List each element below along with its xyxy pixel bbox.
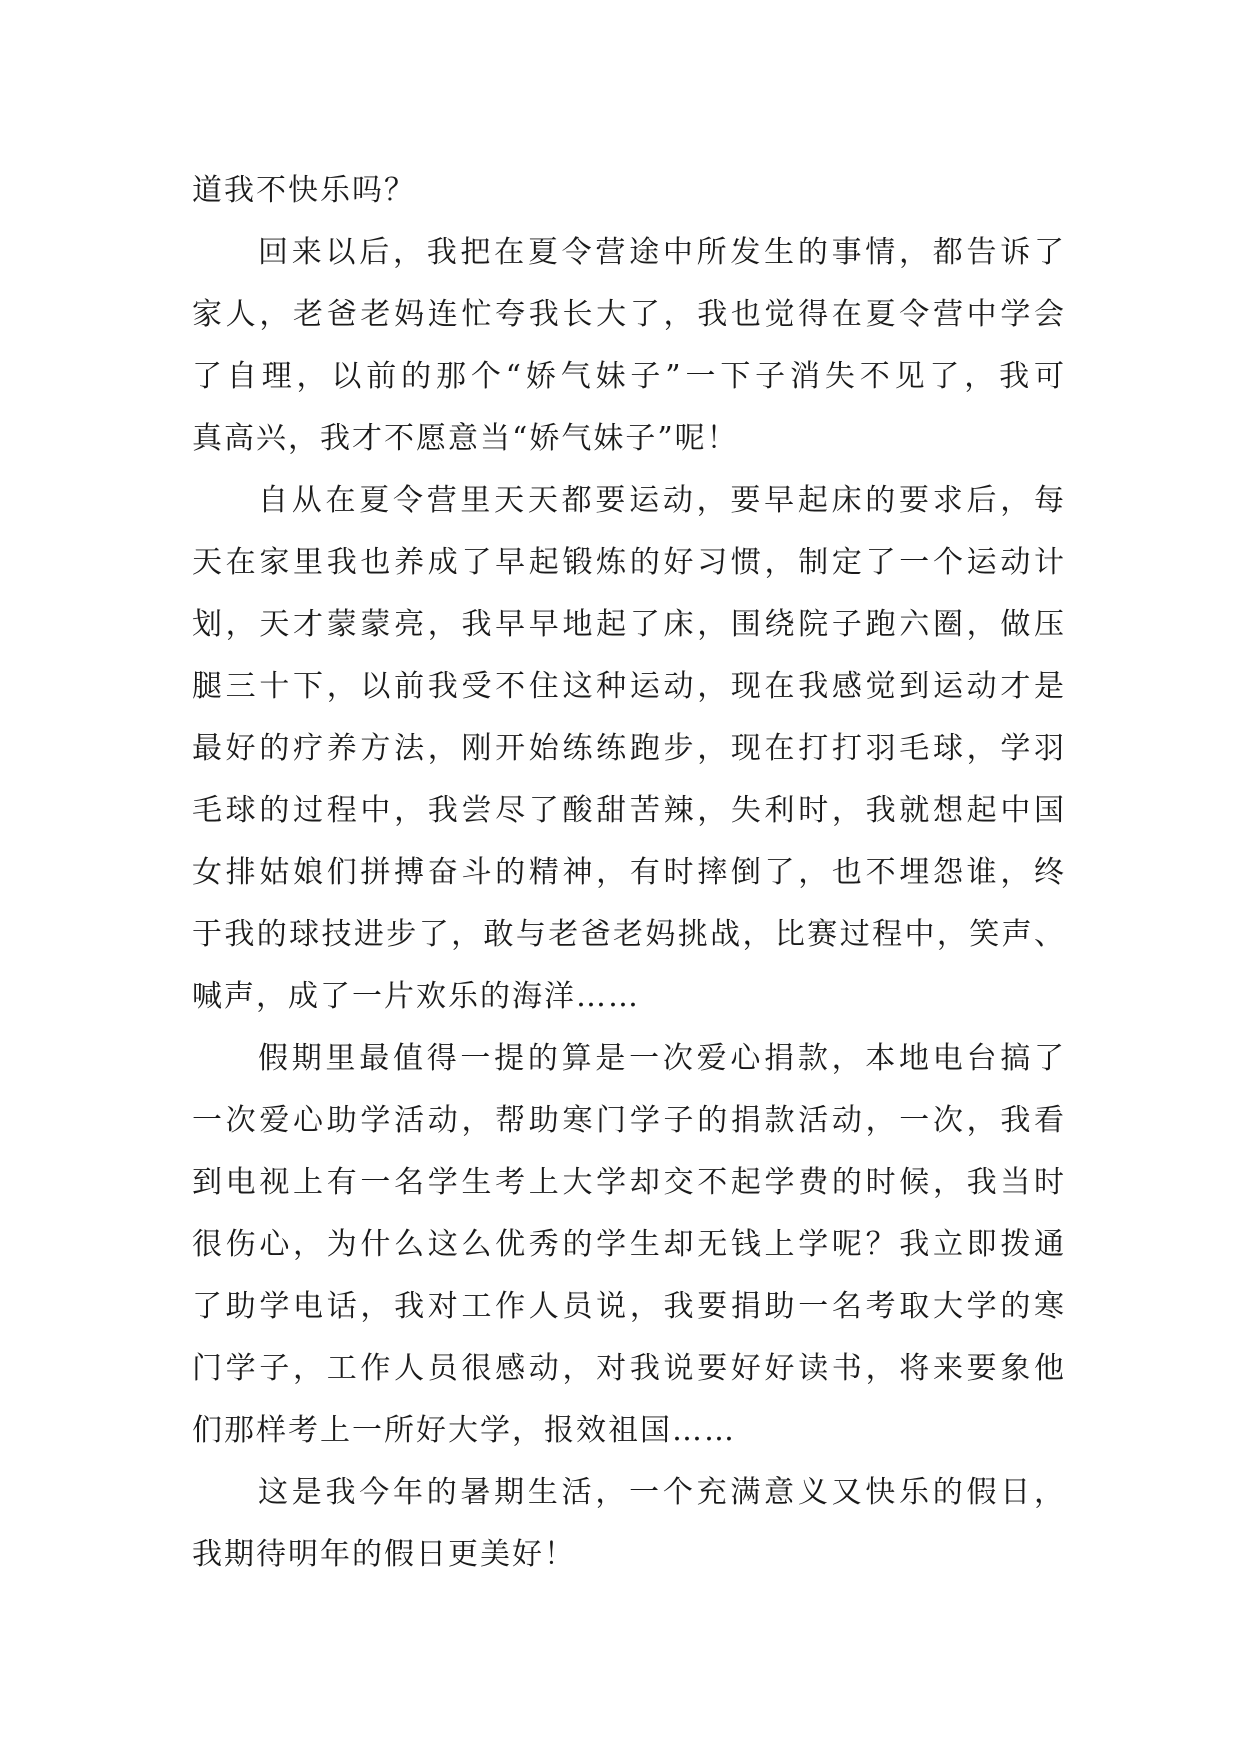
text-line: 道我不快乐吗？ <box>192 173 416 208</box>
text-line: 于我的球技进步了，敢与老爸老妈挑战，比赛过程中，笑声、 <box>192 917 1066 952</box>
text-line: 假期里最值得一提的算是一次爱心捐款，本地电台搞了 <box>258 1041 1066 1076</box>
text-line: 真高兴，我才不愿意当“娇气妹子”呢！ <box>192 421 739 456</box>
text-line: 门学子，工作人员很感动，对我说要好好读书，将来要象他 <box>192 1351 1066 1386</box>
text-line: 最好的疗养方法，刚开始练练跑步，现在打打羽毛球，学羽 <box>192 731 1066 766</box>
essay-body <box>192 160 1066 1586</box>
text-line: 们那样考上一所好大学，报效祖国…… <box>192 1413 736 1448</box>
text-line: 天在家里我也养成了早起锻炼的好习惯，制定了一个运动计 <box>192 545 1066 580</box>
text-line: 很伤心，为什么这么优秀的学生却无钱上学呢？我立即拨通 <box>192 1227 1066 1262</box>
text-line: 毛球的过程中，我尝尽了酸甜苦辣，失利时，我就想起中国 <box>192 793 1066 828</box>
text-line: 腿三十下，以前我受不住这种运动，现在我感觉到运动才是 <box>192 669 1066 704</box>
text-line: 到电视上有一名学生考上大学却交不起学费的时候，我当时 <box>192 1165 1066 1200</box>
text-line: 这是我今年的暑期生活，一个充满意义又快乐的假日， <box>258 1475 1066 1510</box>
text-line: 自从在夏令营里天天都要运动，要早起床的要求后，每 <box>258 483 1066 518</box>
text-line: 了助学电话，我对工作人员说，我要捐助一名考取大学的寒 <box>192 1289 1066 1324</box>
text-line: 一次爱心助学活动，帮助寒门学子的捐款活动，一次，我看 <box>192 1103 1066 1138</box>
text-line: 家人，老爸老妈连忙夸我长大了，我也觉得在夏令营中学会 <box>192 297 1066 332</box>
text-line: 我期待明年的假日更美好！ <box>192 1537 576 1572</box>
text-line: 划，天才蒙蒙亮，我早早地起了床，围绕院子跑六圈，做压 <box>192 607 1066 642</box>
text-line: 回来以后，我把在夏令营途中所发生的事情，都告诉了 <box>258 235 1066 270</box>
text-line: 了自理，以前的那个“娇气妹子”一下子消失不见了，我可 <box>192 359 1066 394</box>
text-line: 喊声，成了一片欢乐的海洋…… <box>192 979 640 1014</box>
text-line: 女排姑娘们拼搏奋斗的精神，有时摔倒了，也不埋怨谁，终 <box>192 855 1066 890</box>
